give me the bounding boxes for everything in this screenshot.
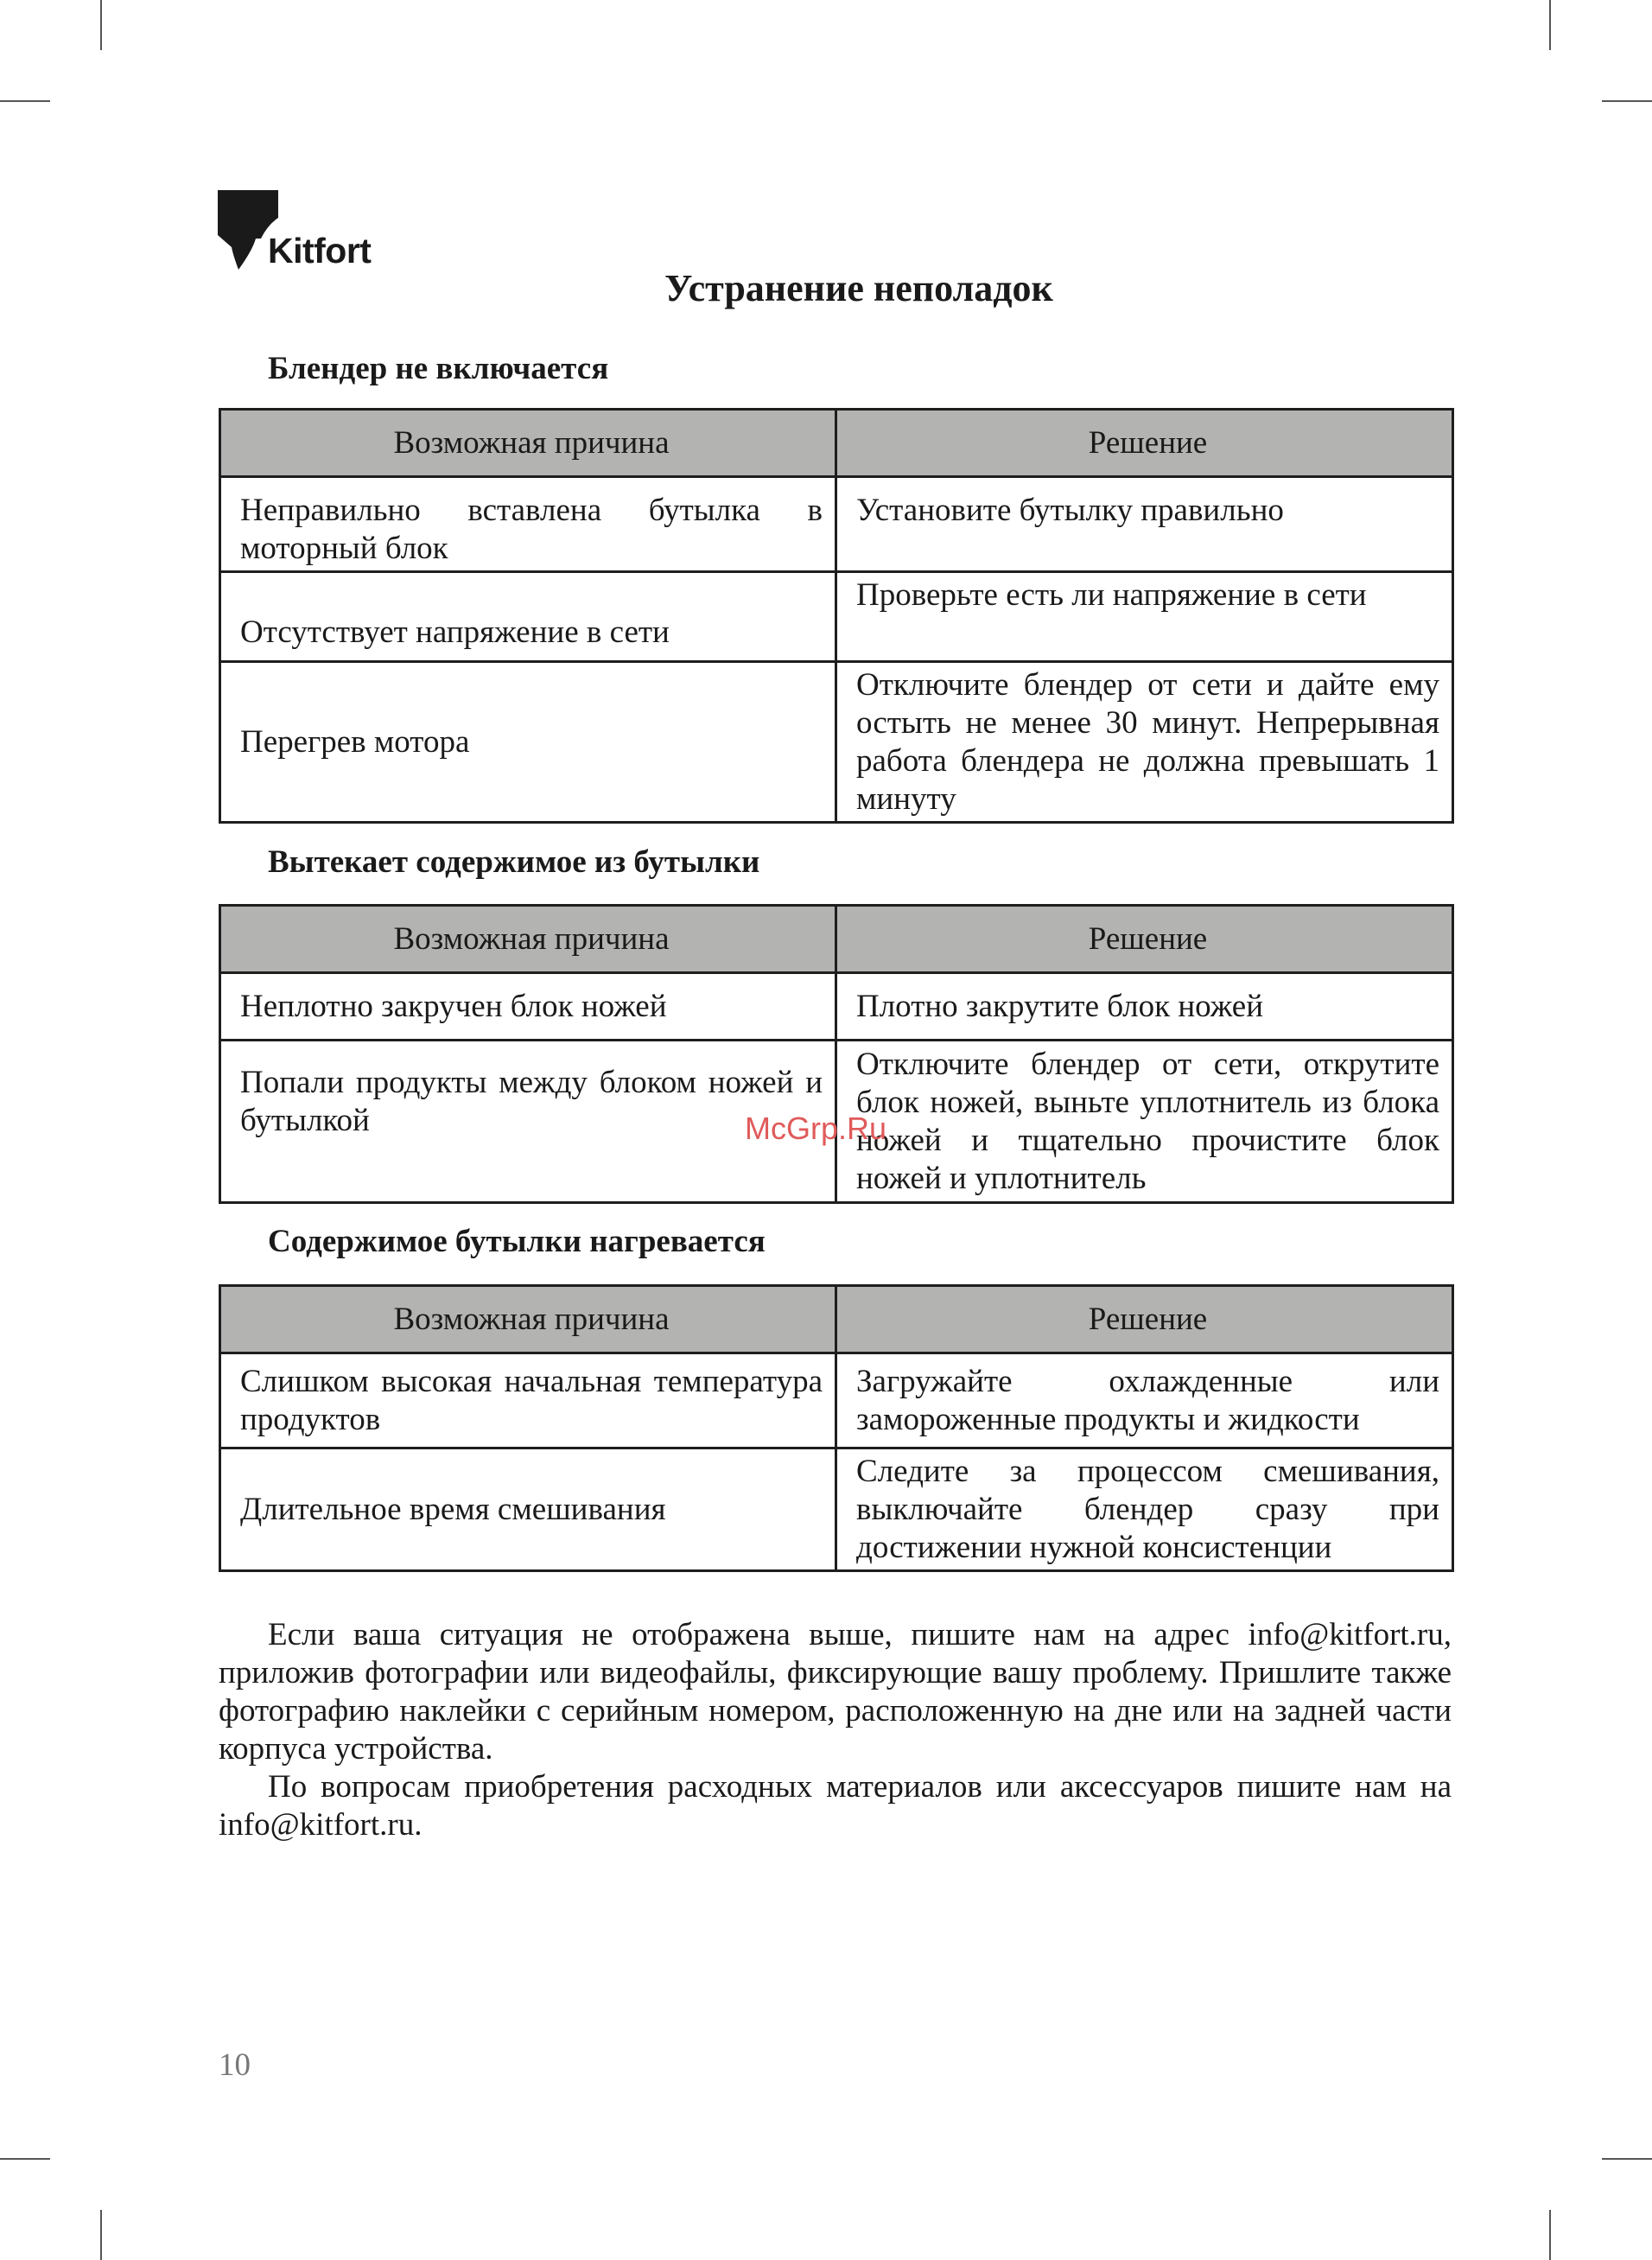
crop-mark xyxy=(100,0,102,50)
accessories-paragraph: По вопросам приобретения расходных материалов или аксессуаров пишите нам на info@kitfort.ru. xyxy=(219,1769,1452,1843)
solution-cell: Следите за процессом смешивания, выключайте блендер сразу при достижении нужной консистенции xyxy=(836,1448,1453,1571)
table-row xyxy=(220,973,1453,1041)
cause-cell: Отсутствует напряжение в сети xyxy=(220,572,836,662)
section-heading: Вытекает содержимое из бутылки xyxy=(268,844,760,880)
cause-cell: Слишком высокая начальная температура продуктов xyxy=(220,1353,836,1448)
solution-cell: Плотно закрутите блок ножей xyxy=(836,973,1453,1041)
solution-cell: Отключите блендер от сети, открутите блок ножей, выньте уплотнитель из блока ножей и тщательно прочистите блок ножей и уплотнитель xyxy=(836,1041,1453,1203)
table-row xyxy=(220,1448,1453,1571)
cause-cell: Попали продукты между блоком ножей и бутылкой xyxy=(220,1041,836,1203)
section-heading: Блендер не включается xyxy=(268,351,609,386)
header-cause: Возможная причина xyxy=(220,410,836,477)
table-header-row xyxy=(220,1286,1453,1353)
header-solution: Решение xyxy=(836,906,1453,973)
solution-cell: Загружайте охлажденные или замороженные продукты и жидкости xyxy=(836,1353,1453,1448)
table-row xyxy=(220,572,1453,662)
table-row xyxy=(220,1353,1453,1448)
header-cause: Возможная причина xyxy=(220,1286,836,1353)
crop-mark xyxy=(100,2210,102,2260)
cause-cell: Неплотно закручен блок ножей xyxy=(220,973,836,1041)
solution-cell: Установите бутылку правильно xyxy=(836,477,1453,572)
cause-cell: Перегрев мотора xyxy=(220,662,836,823)
troubleshooting-table xyxy=(219,904,1454,1204)
solution-cell: Отключите блендер от сети и дайте ему остыть не менее 30 минут. Непрерывная работа блендера не должна превышать 1 минуту xyxy=(836,662,1453,823)
troubleshooting-table xyxy=(219,1284,1454,1572)
header-solution: Решение xyxy=(836,410,1453,477)
table-row xyxy=(220,477,1453,572)
section-heading: Содержимое бутылки нагревается xyxy=(268,1224,766,1259)
cause-cell: Неправильно вставлена бутылка в моторный блок xyxy=(220,477,836,572)
table-header-row xyxy=(220,906,1453,973)
brand-logo xyxy=(218,190,391,277)
header-solution: Решение xyxy=(836,1286,1453,1353)
brand-name: Kitfort xyxy=(268,231,372,271)
solution-cell: Проверьте есть ли напряжение в сети xyxy=(836,572,1453,662)
troubleshooting-table xyxy=(219,408,1454,824)
page-number: 10 xyxy=(219,2047,251,2083)
crop-mark xyxy=(0,100,50,102)
page-title: Устранение неполадок xyxy=(664,267,1053,309)
watermark: McGrp.Ru xyxy=(745,1111,887,1146)
crop-mark xyxy=(1549,0,1551,50)
crop-mark xyxy=(1549,2210,1551,2260)
table-row xyxy=(220,662,1453,823)
crop-mark xyxy=(0,2158,50,2160)
crop-mark xyxy=(1602,100,1652,102)
table-header-row xyxy=(220,410,1453,477)
header-cause: Возможная причина xyxy=(220,906,836,973)
cause-cell: Длительное время смешивания xyxy=(220,1448,836,1571)
crop-mark xyxy=(1602,2158,1652,2160)
contact-paragraph: Если ваша ситуация не отображена выше, пишите нам на адрес info@kitfort.ru, приложив фотографии или видеофайлы, фиксирующие вашу проблему. Пришлите также фотографию наклейки с серийным номером, расположенную на дне или на задней части корпуса устройства. xyxy=(219,1617,1452,1767)
